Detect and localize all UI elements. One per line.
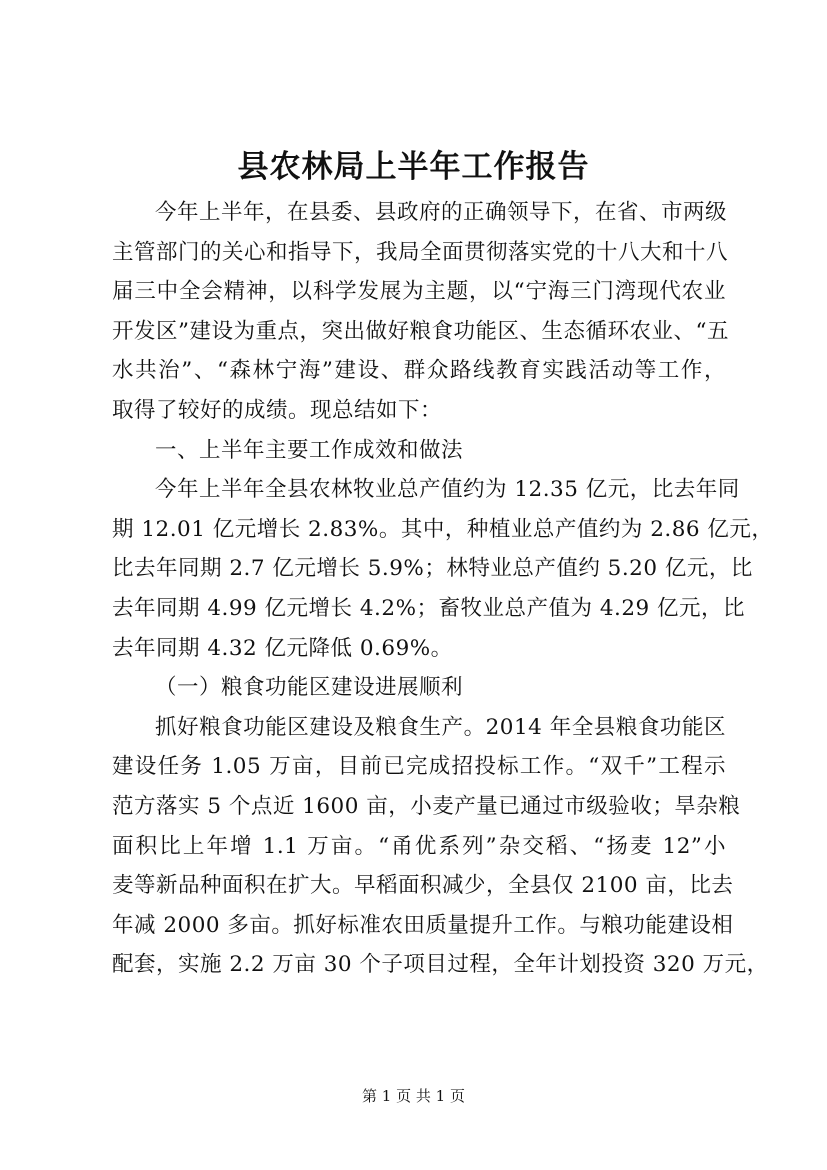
text-line: 抓好粮食功能区建设及粮食生产。2014 年全县粮食功能区 (155, 714, 726, 740)
text-line: 水共治”、“森林宁海”建设、群众路线教育实践活动等工作， (112, 358, 726, 384)
text-line: 去年同期 4.99 亿元增长 4.2%；畜牧业总产值为 4.29 亿元，比 (112, 595, 746, 621)
text-line: 主管部门的关心和指导下，我局全面贯彻落实党的十八大和十八 (112, 239, 729, 265)
text-line: 范方落实 5 个点近 1600 亩，小麦产量已通过市级验收；旱杂粮 (112, 793, 741, 819)
page-footer: 第 1 页 共 1 页 (362, 1087, 465, 1105)
text-line: 麦等新品种面积在扩大。早稻面积减少，全县仅 2100 亩，比去 (112, 873, 734, 899)
text-line: 今年上半年全县农林牧业总产值约为 12.35 亿元，比去年同 (155, 477, 740, 503)
text-line: 年减 2000 多亩。抓好标准农田质量提升工作。与粮功能建设相 (112, 912, 734, 938)
text-line: 期 12.01 亿元增长 2.83%。其中，种植业总产值约为 2.86 亿元， (112, 516, 774, 542)
document-body (112, 193, 774, 985)
text-line: 一、上半年主要工作成效和做法 (155, 437, 464, 463)
text-line: 届三中全会精神，以科学发展为主题，以“宁海三门湾现代农业 (112, 279, 726, 305)
text-line: 取得了较好的成绩。现总结如下： (112, 397, 443, 423)
text-line: 配套，实施 2.2 万亩 30 个子项目过程，全年计划投资 320 万元， (112, 952, 769, 978)
text-line: 面积比上年增 1.1 万亩。“甬优系列”杂交稻、“扬麦 12”小 (112, 833, 726, 859)
text-line: 建设任务 1.05 万亩，目前已完成招投标工作。“双千”工程示 (112, 754, 726, 780)
text-line: 比去年同期 2.7 亿元增长 5.9%；林特业总产值约 5.20 亿元，比 (112, 556, 753, 582)
text-line: （一）粮食功能区建设进展顺利 (155, 675, 464, 701)
text-line: 开发区”建设为重点，突出做好粮食功能区、生态循环农业、“五 (112, 318, 729, 344)
text-line: 今年上半年，在县委、县政府的正确领导下，在省、市两级 (155, 200, 728, 225)
text-line: 去年同期 4.32 亿元降低 0.69%。 (112, 635, 453, 661)
document-title: 县农林局上半年工作报告 (237, 149, 590, 185)
